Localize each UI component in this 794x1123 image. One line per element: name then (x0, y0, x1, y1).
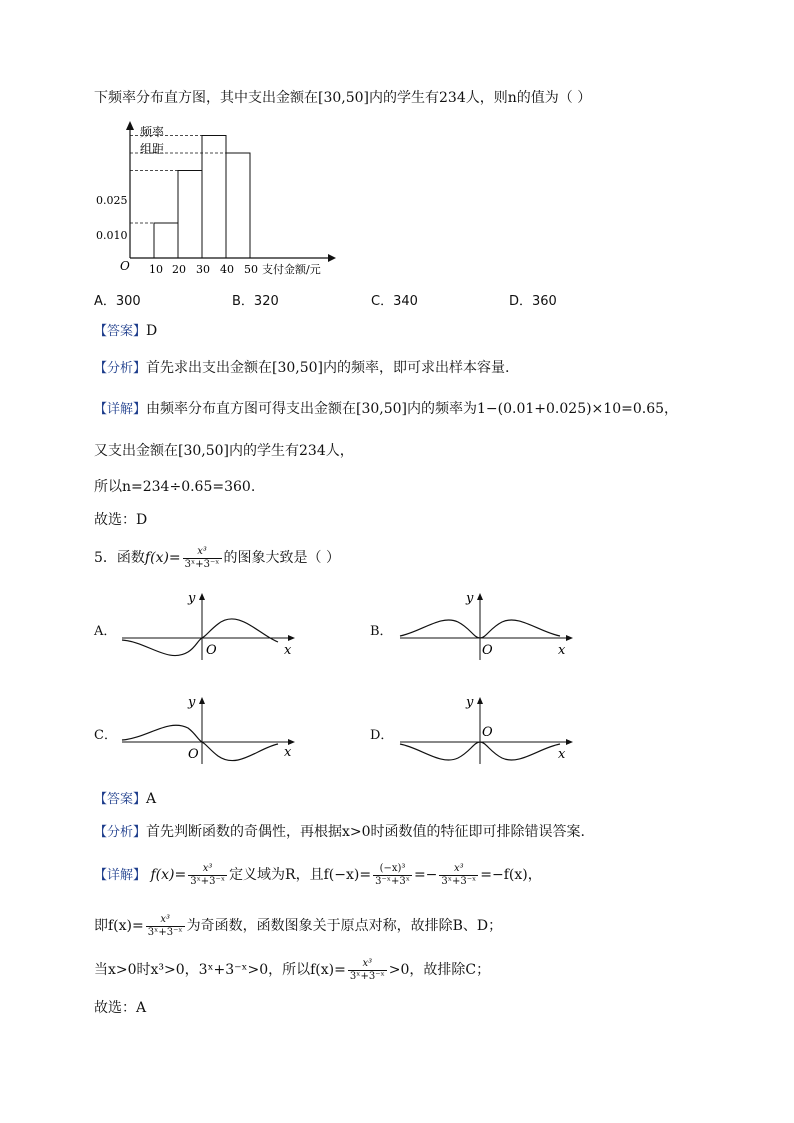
svg-text:x: x (284, 643, 292, 658)
q5-answer: A (146, 791, 157, 807)
hist-origin: O (120, 259, 130, 273)
q5-curve-a (122, 619, 278, 656)
q5-fraction (183, 546, 222, 571)
q5-func: f(x)= (144, 550, 181, 566)
hist-xlabel: 支付金额/元 (262, 263, 321, 276)
q5-detail-frac5: $\frac{\text{x³}}{\text{3ˣ+3⁻ˣ}}$ (349, 957, 385, 982)
q5-answer-tag: 【答案】 (94, 792, 147, 807)
q4-detail-line2: 又支出金额在[30,50]内的学生有234人， (94, 443, 354, 459)
q5-detail-frac3: $\frac{\text{x³}}{\text{3ˣ+3⁻ˣ}}$ (441, 862, 477, 887)
hist-xtick-20: 20 (172, 263, 186, 276)
q5-graph-c (118, 696, 298, 766)
hist-bar-4 (226, 153, 250, 258)
q5-detail-line1: 【详解】 f(x)= $\frac{\text{x³}}{\text{3ˣ+3⁻ˣ}}$ 定义域为R，且f(−x)= $\frac{\text{(−x)³}}{\text{3⁻ˣ+3ˣ}}$ =− $\frac{\text{x³}}{\text{3ˣ+3⁻ˣ}}$ =−f(x)， (94, 862, 542, 887)
q4-detail-line (94, 399, 678, 420)
hist-bar-1 (154, 223, 178, 258)
q5-answer-line (94, 789, 156, 810)
svg-text:y: y (188, 592, 196, 606)
svg-text:y: y (188, 696, 196, 710)
q5-stem-post: 的图象大致是（ ） (223, 550, 340, 566)
q5-analysis-line (94, 822, 585, 843)
q5-detail-line3: 当x>0时x³>0，3ˣ+3⁻ˣ>0，所以f(x)= $\frac{\text{x³}}{\text{3ˣ+3⁻ˣ}}$ >0，故排除C； (94, 957, 491, 982)
q5-graph-b (396, 592, 576, 662)
q4-detail-tag: 【详解】 (94, 402, 147, 417)
q4-answer: D (146, 323, 158, 339)
q4-option-c: C．340 (371, 294, 418, 309)
svg-text:x: x (284, 745, 292, 760)
q4-choice: 故选：D (94, 512, 148, 528)
hist-bar-3 (202, 136, 226, 259)
q5-frac-den: 3ˣ+3⁻ˣ (184, 558, 220, 570)
q4-answer-line (94, 321, 157, 342)
hist-xtick-10: 10 (149, 263, 163, 276)
q5-detail-frac2: $\frac{\text{(−x)³}}{\text{3⁻ˣ+3ˣ}}$ (375, 862, 410, 887)
q4-analysis-line (94, 358, 509, 379)
svg-text:O: O (482, 643, 493, 658)
q4-option-a: A．300 (94, 294, 141, 309)
svg-text:x: x (558, 747, 566, 762)
svg-text:x: x (558, 643, 566, 658)
q5-graph-d (396, 696, 576, 766)
hist-x-arrow (328, 254, 336, 262)
q4-detail-line3: 所以n=234÷0.65=360. (94, 479, 256, 495)
hist-y-arrow (126, 121, 134, 130)
hist-ytick-0010: 0.010 (96, 229, 128, 242)
frequency-histogram (90, 118, 350, 278)
hist-bar-2 (178, 171, 202, 259)
q4-detail: 由频率分布直方图可得支出金额在[30,50]内的频率为1−(0.01+0.025)×10=0.65， (146, 401, 679, 417)
q5-analysis-tag: 【分析】 (94, 825, 147, 840)
q5-detail-tag: 【详解】 (94, 868, 147, 883)
q5-stem (94, 544, 340, 572)
q5-graph-label-a: A． (94, 624, 117, 639)
q5-choice: 故选：A (94, 1000, 147, 1016)
q5-analysis: 首先判断函数的奇偶性，再根据x>0时函数值的特征即可排除错误答案. (146, 824, 585, 840)
svg-text:O: O (482, 725, 493, 740)
hist-xtick-40: 40 (220, 263, 234, 276)
q5-detail-frac1: $\frac{\text{x³}}{\text{3ˣ+3⁻ˣ}}$ (190, 862, 226, 887)
hist-ylabel-bottom: 组距 (140, 142, 165, 156)
svg-text:O: O (188, 747, 199, 762)
q4-option-b: B．320 (232, 294, 279, 309)
svg-text:O: O (206, 643, 217, 658)
q5-graph-label-c: C． (94, 728, 117, 743)
q5-graph-label-d: D． (370, 728, 394, 743)
svg-text:y: y (466, 592, 474, 606)
svg-text:y: y (466, 696, 474, 710)
q5-detail-frac4: $\frac{\text{x³}}{\text{3ˣ+3⁻ˣ}}$ (147, 913, 183, 938)
q5-frac-num: x³ (183, 546, 222, 559)
q4-analysis-tag: 【分析】 (94, 361, 147, 376)
q5-curve-c (122, 725, 278, 760)
q4-answer-tag: 【答案】 (94, 324, 147, 339)
q5-detail-line2: 即f(x)= $\frac{\text{x³}}{\text{3ˣ+3⁻ˣ}}$ 为奇函数，函数图象关于原点对称，故排除B、D； (94, 913, 503, 938)
q5-graph-a (118, 592, 298, 662)
q4-stem: 下频率分布直方图，其中支出金额在[30,50]内的学生有234人，则n的值为（ ） (94, 90, 592, 106)
hist-ytick-0025: 0.025 (96, 194, 128, 207)
hist-xtick-30: 30 (196, 263, 210, 276)
q5-graph-label-b: B． (370, 624, 393, 639)
q4-option-d: D．360 (509, 294, 557, 309)
hist-xtick-50: 50 (244, 263, 258, 276)
hist-ylabel-top: 频率 (140, 125, 165, 139)
q5-stem-pre: 5．函数 (94, 550, 145, 566)
q4-analysis: 首先求出支出金额在[30,50]内的频率，即可求出样本容量. (146, 360, 510, 376)
